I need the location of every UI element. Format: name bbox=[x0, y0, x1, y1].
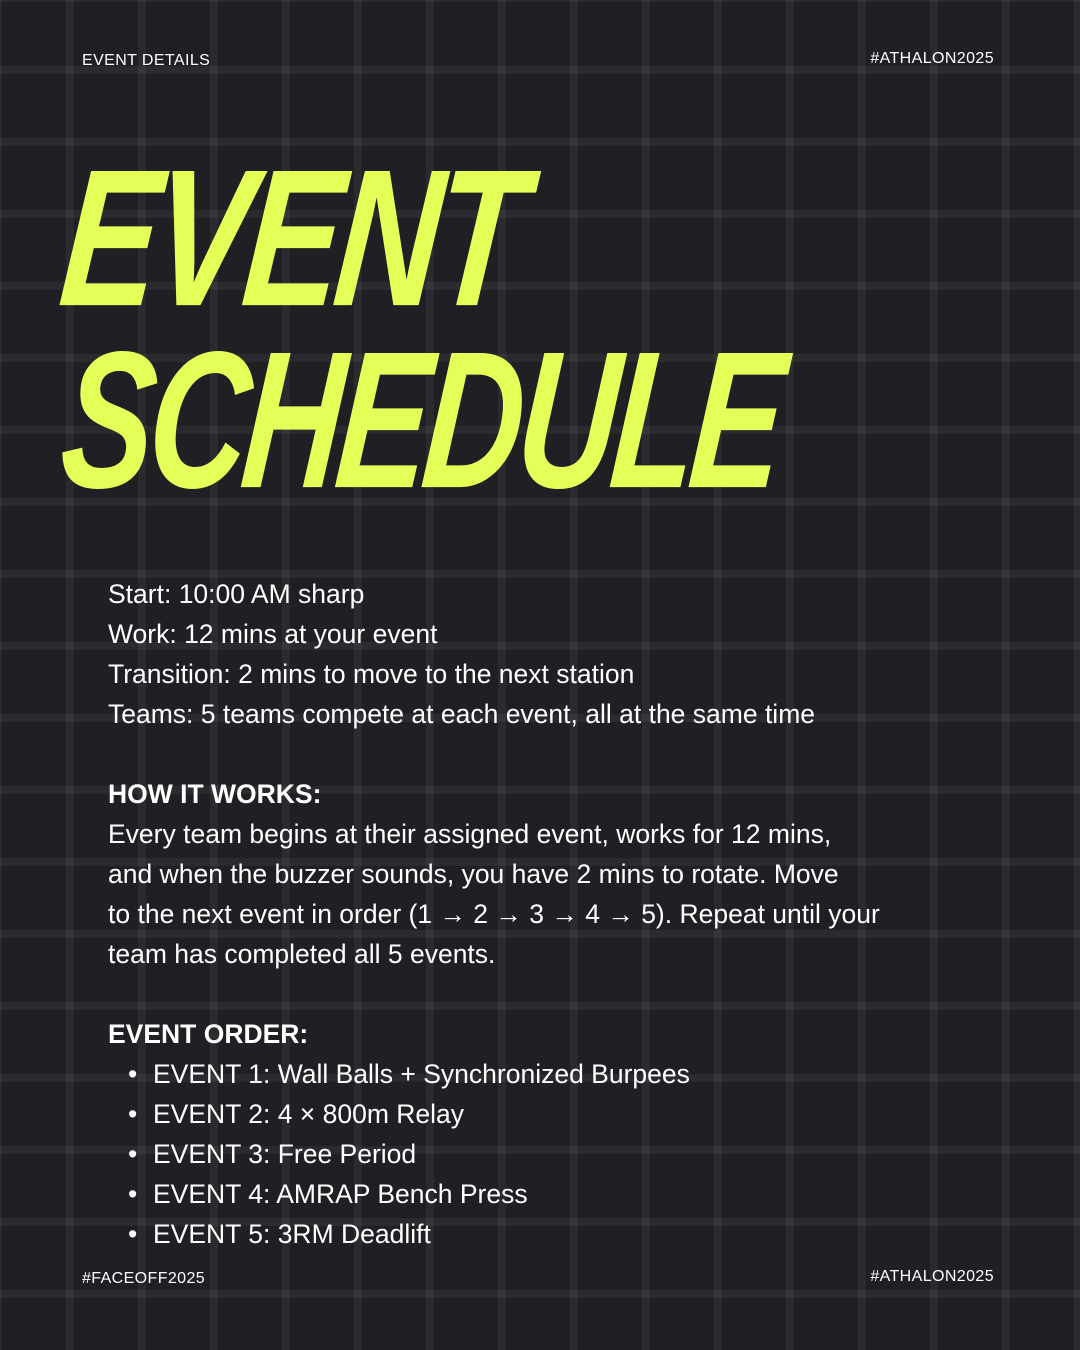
bullet-icon: • bbox=[128, 1219, 138, 1249]
event-details-label: EVENT DETAILS bbox=[82, 52, 211, 69]
work-info: Work: 12 mins at your event bbox=[108, 619, 438, 649]
event-order-list bbox=[108, 1054, 1008, 1254]
event-item-label: EVENT 2: 4 × 800m Relay bbox=[153, 1099, 465, 1129]
event-item-3 bbox=[128, 1134, 1008, 1174]
how-it-works-line: and when the buzzer sounds, you have 2 mins to rotate. Move bbox=[108, 859, 839, 889]
teams-info: Teams: 5 teams compete at each event, all at the same time bbox=[108, 699, 816, 729]
bullet-icon: • bbox=[128, 1059, 138, 1089]
event-order-heading: EVENT ORDER: bbox=[108, 1019, 309, 1049]
event-item-4 bbox=[128, 1174, 1008, 1214]
event-item-label: EVENT 4: AMRAP Bench Press bbox=[153, 1179, 528, 1209]
transition-info: Transition: 2 mins to move to the next station bbox=[108, 659, 635, 689]
hashtag-top: #ATHALON2025 bbox=[870, 50, 994, 67]
bullet-icon: • bbox=[128, 1139, 138, 1169]
event-item-label: EVENT 5: 3RM Deadlift bbox=[153, 1219, 431, 1249]
spacer bbox=[108, 734, 1008, 774]
bullet-icon: • bbox=[128, 1179, 138, 1209]
spacer bbox=[108, 974, 1008, 1014]
schedule-content bbox=[108, 574, 1008, 1254]
how-it-works-line: Every team begins at their assigned event, works for 12 mins, bbox=[108, 819, 832, 849]
how-it-works-line: team has completed all 5 events. bbox=[108, 939, 496, 969]
event-item-label: EVENT 3: Free Period bbox=[153, 1139, 417, 1169]
bullet-icon: • bbox=[128, 1099, 138, 1129]
start-info: Start: 10:00 AM sharp bbox=[108, 579, 365, 609]
event-item-2 bbox=[128, 1094, 1008, 1134]
event-item-5 bbox=[128, 1214, 1008, 1254]
hashtag-bottom: #ATHALON2025 bbox=[870, 1268, 994, 1285]
event-item-label: EVENT 1: Wall Balls + Synchronized Burpees bbox=[153, 1059, 690, 1089]
how-it-works-line: to the next event in order (1 → 2 → 3 → 4 → 5). Repeat until your bbox=[108, 899, 880, 929]
how-it-works-heading: HOW IT WORKS: bbox=[108, 779, 322, 809]
title-line-schedule: SCHEDULE bbox=[54, 310, 788, 529]
title-line-event: EVENT bbox=[53, 128, 530, 347]
hashtag-faceoff: #FACEOFF2025 bbox=[82, 1270, 206, 1287]
event-item-1 bbox=[128, 1054, 1008, 1094]
page-title bbox=[0, 128, 1080, 540]
